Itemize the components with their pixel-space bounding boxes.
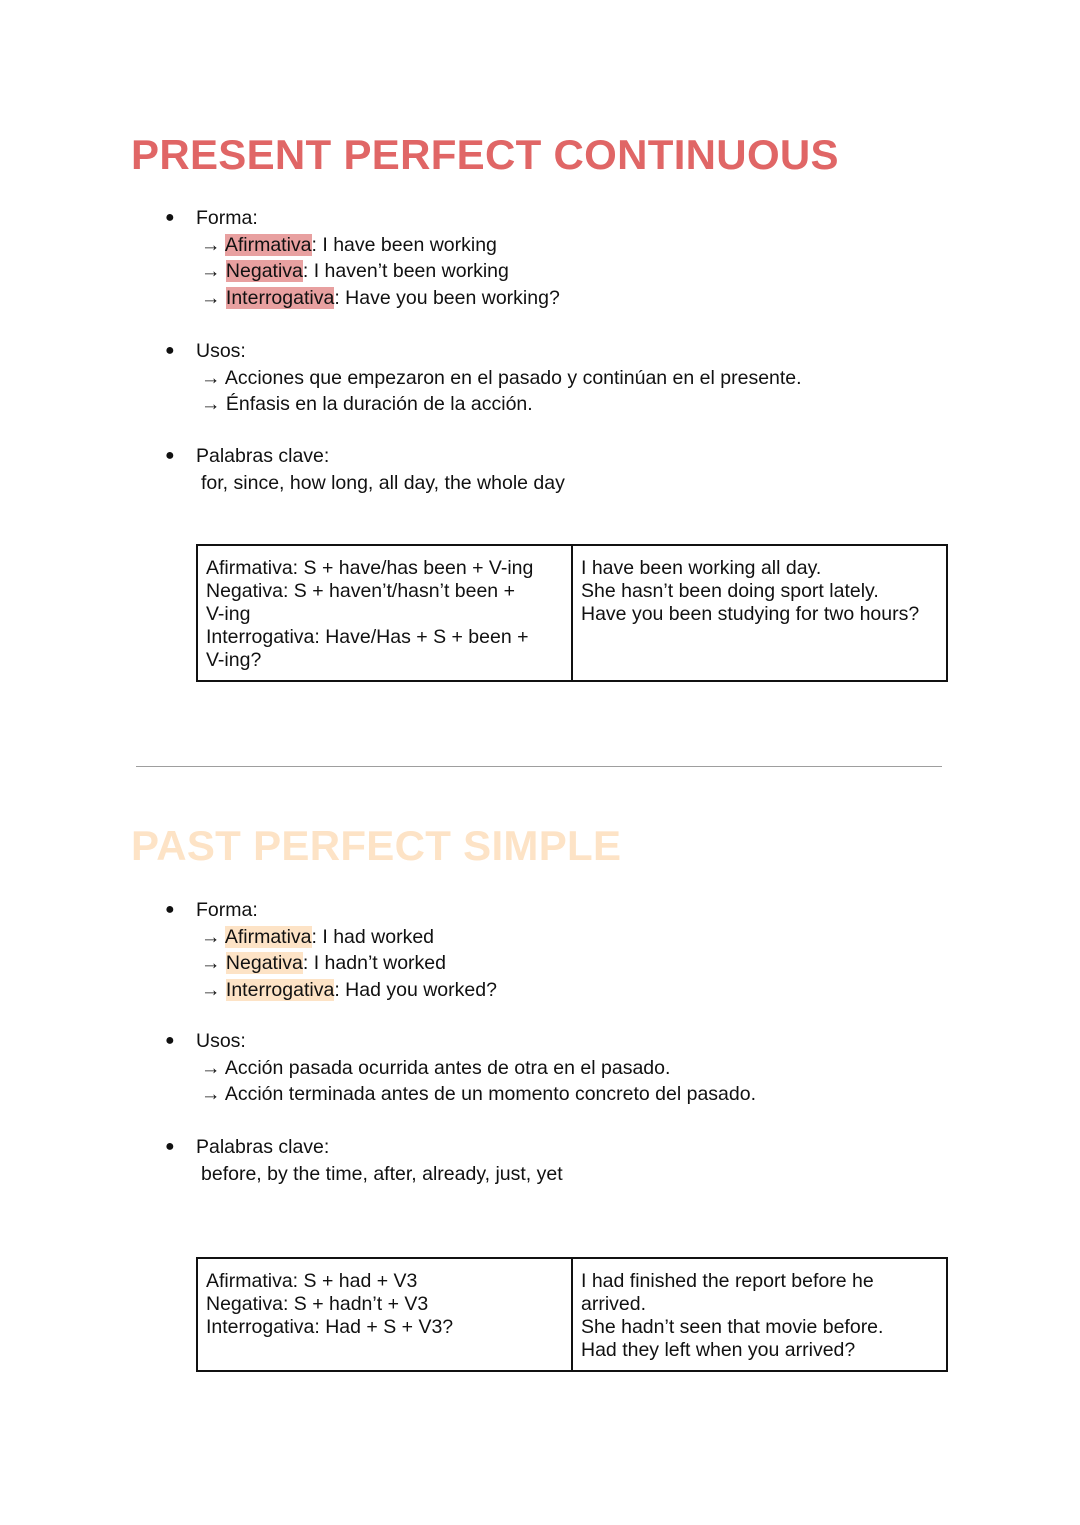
- forma-item: → Afirmativa: I had worked: [201, 925, 435, 948]
- usos-label: Usos:: [196, 340, 246, 362]
- forma-bullet: [162, 205, 1022, 311]
- section-title: PRESENT PERFECT CONTINUOUS: [131, 131, 839, 178]
- usos-item: → Acciones que empezaron en el pasado y continúan en el presente.: [201, 366, 802, 389]
- forma-bullet: [162, 897, 1022, 1003]
- section-divider: [136, 766, 942, 767]
- claves-label: Palabras clave:: [196, 445, 330, 467]
- term-highlight: Afirmativa: [224, 925, 312, 948]
- term-highlight: Negativa: [225, 260, 303, 282]
- examples-cell: I have been working all day. She hasn’t been doing sport lately. Have you been studying for two hours?: [572, 545, 947, 681]
- examples-cell: I had finished the report before he arrived. She hadn’t seen that movie before. Had they left when you arrived?: [572, 1258, 947, 1371]
- grammar-table: [196, 544, 948, 682]
- bullet-icon: ●: [165, 1138, 175, 1155]
- forma-item: → Negativa: I hadn’t worked: [201, 952, 446, 974]
- bullet-icon: ●: [165, 209, 175, 226]
- term-highlight: Negativa: [225, 952, 303, 974]
- forma-item: → Interrogativa: Had you worked?: [201, 978, 497, 1001]
- usos-item: → Énfasis en la duración de la acción.: [201, 393, 533, 415]
- forma-item: → Negativa: I haven’t been working: [201, 260, 509, 282]
- claves-label: Palabras clave:: [196, 1136, 330, 1158]
- forma-label: Forma:: [196, 207, 258, 229]
- structure-cell: Afirmativa: S + had + V3 Negativa: S + hadn’t + V3 Interrogativa: Had + S + V3?: [197, 1258, 572, 1371]
- term-highlight: Interrogativa: [225, 286, 335, 309]
- section-title: PAST PERFECT SIMPLE: [131, 822, 622, 869]
- claves-bullet: [162, 1134, 1022, 1187]
- usos-bullet: [162, 338, 1022, 418]
- grammar-table: [196, 1257, 948, 1372]
- usos-bullet: [162, 1028, 1022, 1108]
- usos-item: → Acción pasada ocurrida antes de otra en el pasado.: [201, 1056, 671, 1079]
- claves-bullet: [162, 443, 1022, 496]
- bullet-icon: ●: [165, 447, 175, 464]
- forma-item: → Interrogativa: Have you been working?: [201, 286, 560, 309]
- claves-text: for, since, how long, all day, the whole day: [201, 471, 565, 494]
- claves-text: before, by the time, after, already, just, yet: [201, 1162, 563, 1185]
- usos-label: Usos:: [196, 1030, 246, 1052]
- forma-item: → Afirmativa: I have been working: [201, 233, 497, 256]
- forma-label: Forma:: [196, 899, 258, 921]
- term-highlight: Afirmativa: [224, 233, 312, 256]
- bullet-icon: ●: [165, 342, 175, 359]
- usos-item: → Acción terminada antes de un momento concreto del pasado.: [201, 1083, 756, 1105]
- term-highlight: Interrogativa: [225, 978, 335, 1001]
- structure-cell: Afirmativa: S + have/has been + V-ing Negativa: S + haven’t/hasn’t been + V-ing Interrogativa: Have/Has + S + been + V-ing?: [197, 545, 572, 681]
- bullet-icon: ●: [165, 1032, 175, 1049]
- bullet-icon: ●: [165, 901, 175, 918]
